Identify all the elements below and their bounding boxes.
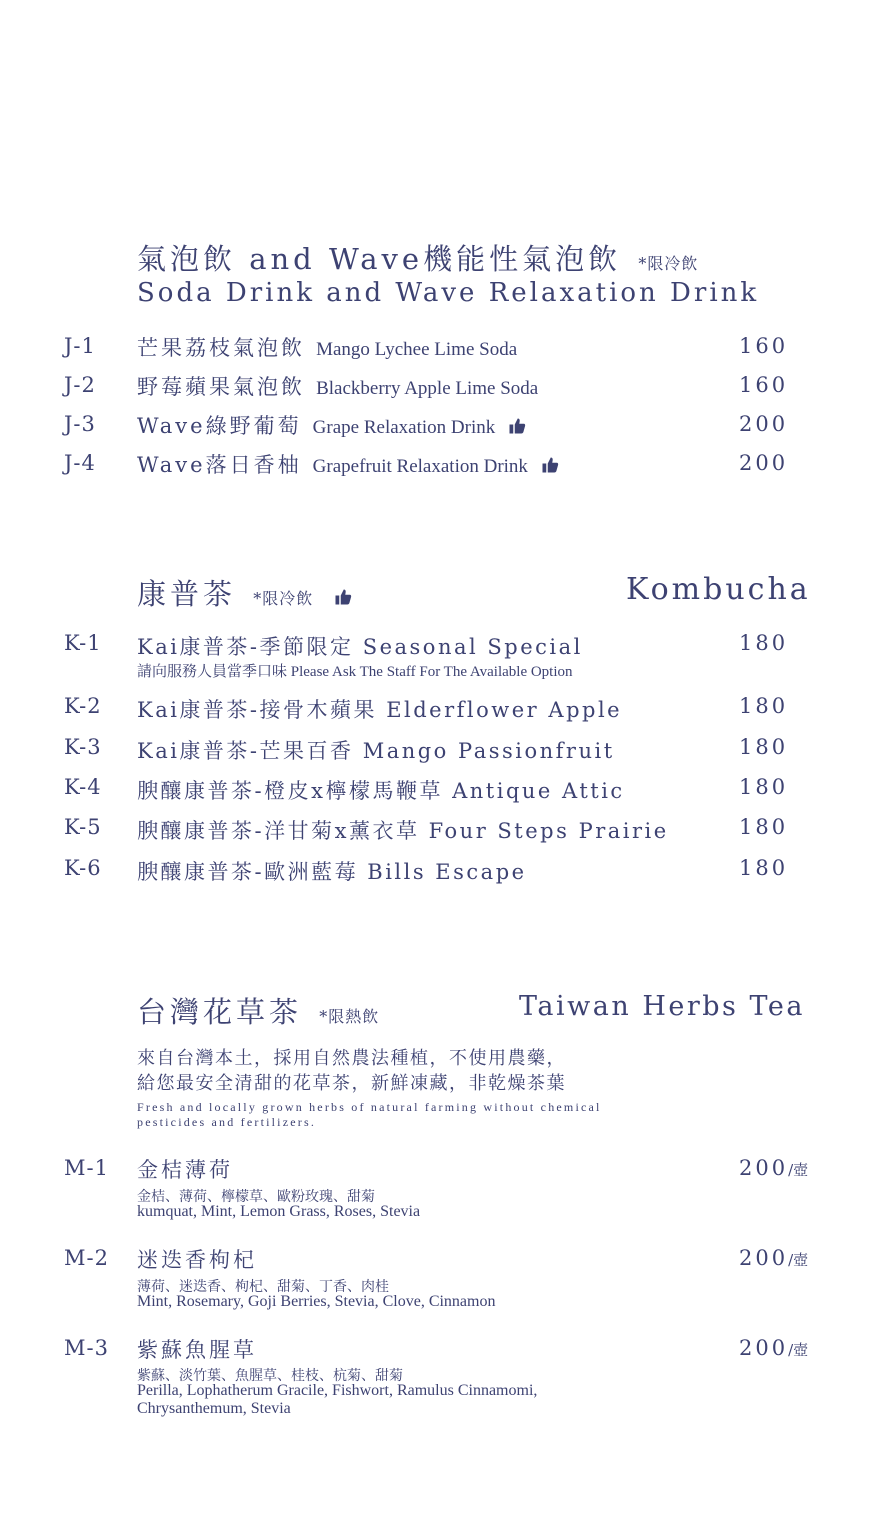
kombucha-cold-only-note: *限冷飲: [253, 589, 314, 608]
item-name: 腴釀康普茶-洋甘菊x薰衣草 Four Steps Prairie: [137, 819, 669, 843]
item-name: 腴釀康普茶-歐洲藍莓 Bills Escape: [137, 860, 527, 884]
soda-section-title: [137, 237, 698, 278]
kombucha-title-zh: 康普茶: [137, 577, 237, 611]
herbs-description-en-line-1: Fresh and locally grown herbs of natural farming without chemical: [137, 1100, 602, 1114]
item-code: J-4: [64, 451, 96, 475]
herbs-hot-only-note: *限熱飲: [319, 1007, 380, 1026]
item-name-zh: Wave落日香柚: [137, 453, 302, 477]
item-code: K-4: [64, 775, 102, 799]
item-note: 請向服務人員當季口味 Please Ask The Staff For The Available Option: [137, 664, 573, 680]
item-price-value: 200: [739, 1246, 789, 1270]
item-name-en: Blackberry Apple Lime Soda: [316, 378, 539, 399]
item-code: K-1: [64, 631, 102, 655]
item-price: 160: [739, 334, 789, 358]
item-name: 金桔薄荷: [137, 1158, 233, 1182]
item-code: K-2: [64, 694, 102, 718]
item-code: J-3: [64, 412, 96, 436]
item-price: [739, 1336, 808, 1360]
thumbs-up-icon: [508, 417, 526, 435]
item-price: 180: [739, 735, 789, 759]
item-name-zh: 芒果荔枝氣泡飲: [137, 336, 305, 360]
item-price: 180: [739, 694, 789, 718]
item-name: Kai康普茶-季節限定 Seasonal Special: [137, 635, 583, 659]
item-code: M-2: [64, 1246, 109, 1270]
soda-title-en: Soda Drink and Wave Relaxation Drink: [137, 278, 760, 308]
herbs-description-zh-line-2: 給您最安全清甜的花草茶，新鮮凍藏，非乾燥茶葉: [137, 1073, 566, 1094]
kombucha-section-title: [137, 572, 352, 613]
soda-cold-only-note: *限冷飲: [638, 254, 699, 273]
item-name: [137, 449, 559, 479]
item-price: 180: [739, 815, 789, 839]
herbs-title-en: Taiwan Herbs Tea: [519, 991, 805, 1022]
item-price: 180: [739, 856, 789, 880]
item-price: [739, 1246, 808, 1270]
item-ingredients-zh: 薄荷、迷迭香、枸杞、甜菊、丁香、肉桂: [137, 1279, 389, 1295]
item-name: Kai康普茶-接骨木蘋果 Elderflower Apple: [137, 698, 623, 722]
item-code: J-2: [64, 373, 96, 397]
item-price: 180: [739, 631, 789, 655]
item-ingredients-en: Mint, Rosemary, Goji Berries, Stevia, Clove, Cinnamon: [137, 1293, 496, 1310]
price-unit: /壺: [788, 1251, 809, 1269]
item-ingredients-zh: 紫蘇、淡竹葉、魚腥草、桂枝、杭菊、甜菊: [137, 1368, 403, 1384]
item-price-value: 200: [739, 1336, 789, 1360]
thumbs-up-icon: [334, 588, 352, 606]
item-ingredients-zh: 金桔、薄荷、檸檬草、歐粉玫瑰、甜菊: [137, 1189, 375, 1205]
item-code: K-3: [64, 735, 102, 759]
thumbs-up-icon: [541, 456, 559, 474]
item-code: M-1: [64, 1156, 109, 1180]
item-name-en: Mango Lychee Lime Soda: [316, 339, 518, 360]
item-ingredients-en: kumquat, Mint, Lemon Grass, Roses, Stevia: [137, 1203, 421, 1220]
herbs-section-title: [137, 990, 379, 1031]
item-code: M-3: [64, 1336, 109, 1360]
item-name-en: Grape Relaxation Drink: [312, 417, 496, 438]
item-ingredients-en: Perilla, Lophatherum Gracile, Fishwort, Ramulus Cinnamomi,: [137, 1382, 538, 1399]
price-unit: /壺: [788, 1161, 809, 1179]
item-name-zh: Wave綠野葡萄: [137, 414, 302, 438]
item-ingredients-en-line-2: Chrysanthemum, Stevia: [137, 1400, 291, 1417]
herbs-description-zh-line-1: 來自台灣本土，採用自然農法種植，不使用農藥，: [137, 1048, 566, 1069]
item-price: [739, 1156, 808, 1180]
item-price: 200: [739, 412, 789, 436]
item-name: 迷迭香枸杞: [137, 1248, 257, 1272]
item-price: 200: [739, 451, 789, 475]
item-price-value: 200: [739, 1156, 789, 1180]
item-price: 160: [739, 373, 789, 397]
item-name-en: Grapefruit Relaxation Drink: [312, 456, 528, 477]
herbs-description-en-line-2: pesticides and fertilizers.: [137, 1115, 317, 1129]
item-name: 腴釀康普茶-橙皮x檸檬馬鞭草 Antique Attic: [137, 779, 625, 803]
kombucha-title-en: Kombucha: [626, 572, 811, 607]
item-code: K-5: [64, 815, 102, 839]
item-price: 180: [739, 775, 789, 799]
item-code: K-6: [64, 856, 102, 880]
item-name-zh: 野莓蘋果氣泡飲: [137, 375, 305, 399]
item-name: [137, 410, 526, 440]
item-code: J-1: [64, 334, 96, 358]
soda-title-zh: 氣泡飲 and Wave機能性氣泡飲: [137, 242, 622, 276]
price-unit: /壺: [788, 1341, 809, 1359]
item-name: [137, 332, 517, 362]
item-name: 紫蘇魚腥草: [137, 1338, 257, 1362]
item-name: Kai康普茶-芒果百香 Mango Passionfruit: [137, 739, 615, 763]
herbs-title-zh: 台灣花草茶: [137, 995, 303, 1029]
item-name: [137, 371, 538, 401]
